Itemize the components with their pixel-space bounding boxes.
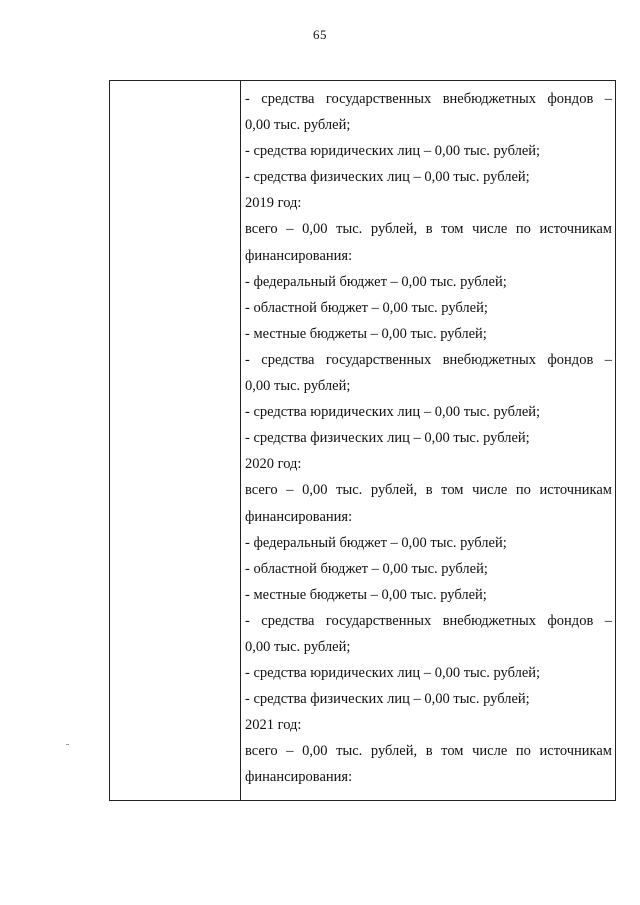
scan-artifact: [66, 744, 69, 745]
funding-line: всего – 0,00 тыс. рублей, в том числе по источникам: [245, 743, 612, 760]
funding-line: 2021 год:: [245, 717, 302, 734]
funding-line: - средства государственных внебюджетных фондов –: [245, 91, 612, 107]
funding-line: 0,00 тыс. рублей;: [245, 117, 351, 134]
funding-line: - средства юридических лиц – 0,00 тыс. рублей;: [245, 665, 541, 682]
table-right-cell: [242, 81, 615, 800]
funding-line: - средства физических лиц – 0,00 тыс. рублей;: [245, 430, 530, 447]
funding-line: 2020 год:: [245, 456, 302, 473]
funding-line: финансирования:: [245, 769, 353, 786]
funding-line: - областной бюджет – 0,00 тыс. рублей;: [245, 299, 488, 316]
funding-line: - средства юридических лиц – 0,00 тыс. рублей;: [245, 404, 541, 421]
funding-line: - областной бюджет – 0,00 тыс. рублей;: [245, 560, 488, 577]
funding-line: - федеральный бюджет – 0,00 тыс. рублей;: [245, 273, 507, 290]
funding-line: 0,00 тыс. рублей;: [245, 378, 351, 395]
funding-line: - средства государственных внебюджетных фондов –: [245, 612, 612, 629]
funding-line: - средства физических лиц – 0,00 тыс. рублей;: [245, 691, 530, 708]
funding-line: финансирования:: [245, 247, 353, 264]
funding-line: - средства государственных внебюджетных фондов –: [245, 351, 612, 368]
table-left-cell: [110, 81, 241, 800]
funding-line: - федеральный бюджет – 0,00 тыс. рублей;: [245, 534, 507, 551]
funding-line: финансирования:: [245, 508, 353, 525]
funding-line: - местные бюджеты – 0,00 тыс. рублей;: [245, 586, 487, 603]
funding-line: всего – 0,00 тыс. рублей, в том числе по источникам: [245, 482, 612, 499]
funding-line: всего – 0,00 тыс. рублей, в том числе по источникам: [245, 221, 612, 238]
funding-line: - средства физических лиц – 0,00 тыс. рублей;: [245, 169, 530, 186]
funding-line: - местные бюджеты – 0,00 тыс. рублей;: [245, 325, 487, 342]
funding-line: 2019 год:: [245, 195, 302, 212]
page-number: 65: [313, 27, 327, 42]
funding-line: 0,00 тыс. рублей;: [245, 638, 351, 655]
funding-table: [109, 80, 616, 801]
funding-line: - средства юридических лиц – 0,00 тыс. рублей;: [245, 143, 541, 160]
